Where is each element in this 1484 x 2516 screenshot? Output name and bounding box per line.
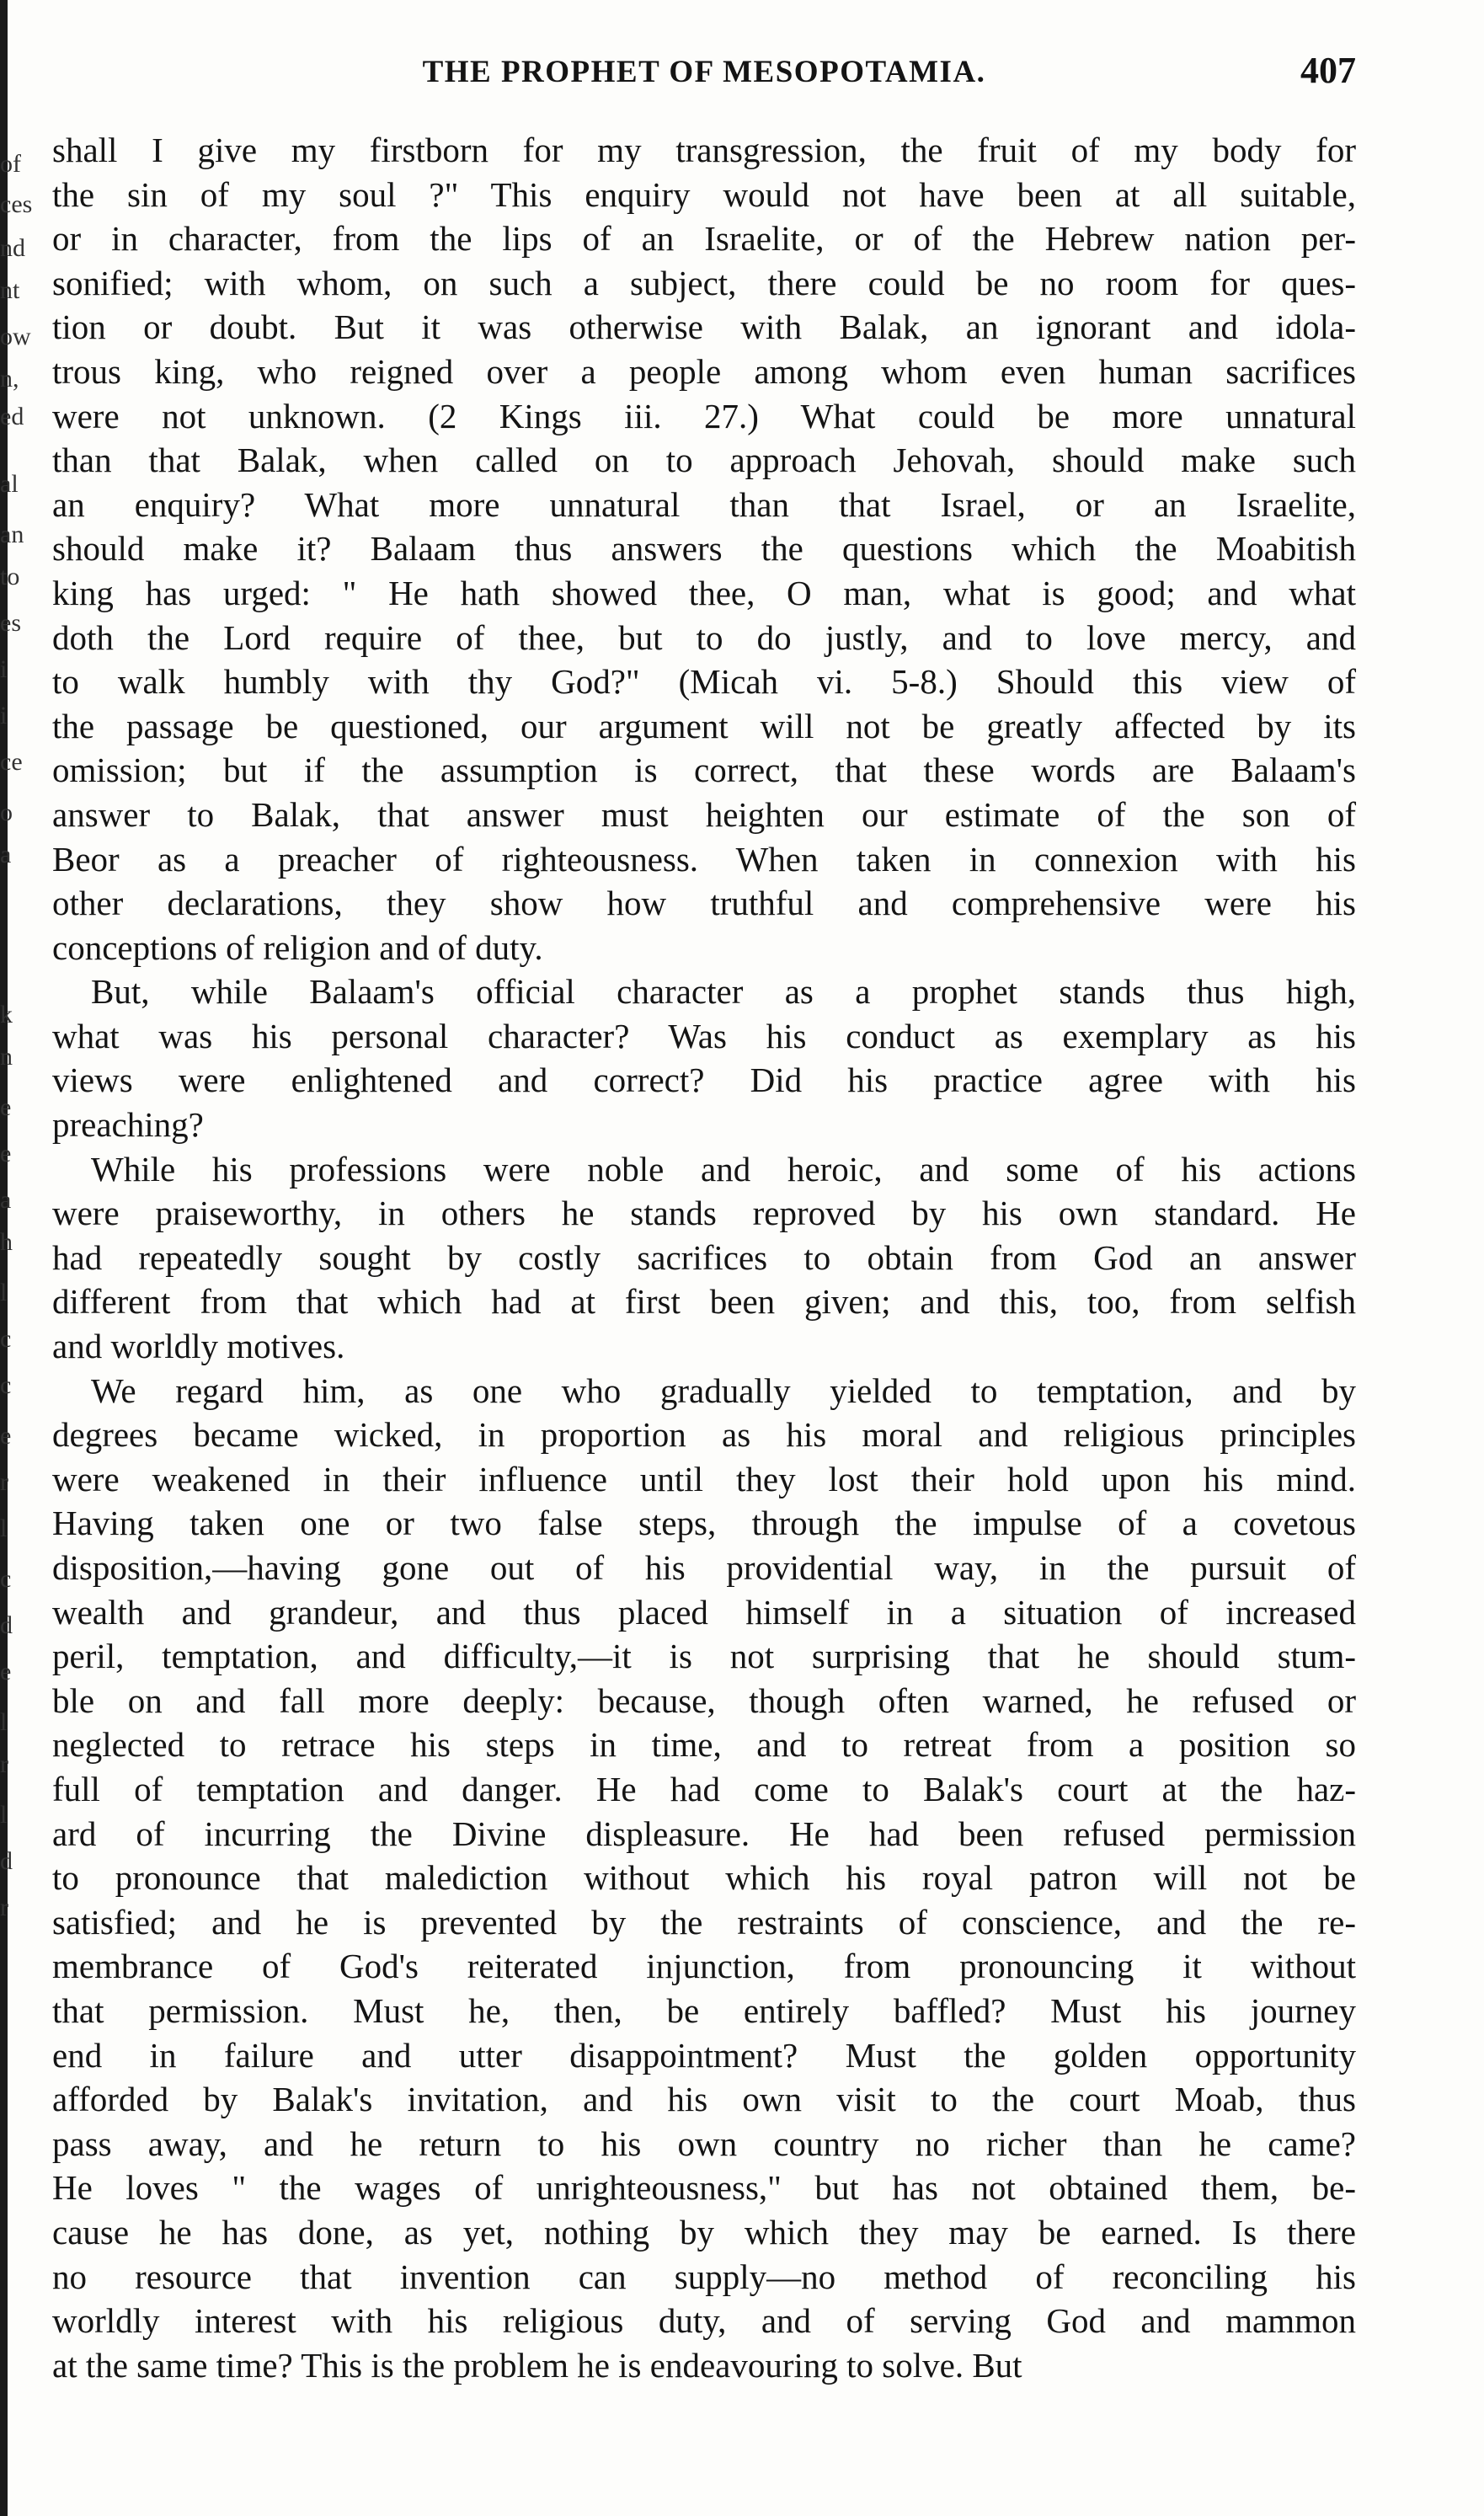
text-line: But, while Balaam's official character as a prophet stands thus high, [91,972,1356,1012]
text-line: degrees became wicked, in proportion as his moral and religious principles [52,1415,1356,1455]
text-line: satisfied; and he is prevented by the restraints of conscience, and the re- [52,1902,1356,1942]
margin-fragment: n [0,1043,13,1071]
text-line: views were enlightened and correct? Did his practice agree with his [52,1060,1356,1100]
text-line: to walk humbly with thy God?" (Micah vi. 5-8.) Should this view of [52,662,1356,702]
text-line: Having taken one or two false steps, through the impulse of a covetous [52,1504,1356,1543]
text-line: pass away, and he return to his own country no richer than he came? [52,2123,1356,2163]
margin-fragment: d [0,1847,13,1875]
text-line: full of temptation and danger. He had come to Balak's court at the haz- [52,1769,1356,1808]
text-line: and worldly motives. [52,1327,345,1366]
margin-fragment: e [0,1422,12,1450]
margin-fragment: r [0,1894,8,1921]
margin-fragment: l [0,1279,8,1306]
text-line: wealth and grandeur, and thus placed himself in a situation of increased [52,1592,1356,1632]
margin-fragment: c [0,1371,12,1399]
text-line: should make it? Balaam thus answers the questions which the Moabitish [52,529,1356,569]
running-title: THE PROPHET OF MESOPOTAMIA. [422,55,986,89]
margin-fragment: d [0,1611,13,1639]
text-line: trous king, who reigned over a people among whom even human sacrifices [52,351,1356,391]
text-line: preaching? [52,1105,204,1145]
page-number: 407 [1300,50,1356,91]
margin-fragment: ces [0,190,33,218]
text-line: ard of incurring the Divine displeasure. He had been refused permission [52,1814,1356,1853]
text-line: tion or doubt. But it was otherwise with Balak, an ignorant and idola- [52,307,1356,347]
text-line: an enquiry? What more unnatural than that Israel, or an Israelite, [52,484,1356,524]
text-line: different from that which had at first been given; and this, too, from selfish [52,1282,1356,1322]
margin-fragment: c [0,1325,12,1353]
text-line: sonified; with whom, on such a subject, there could be no room for ques- [52,263,1356,302]
margin-fragment: e [0,1093,12,1121]
text-line: king has urged: " He hath showed thee, O man, what is good; and what [52,573,1356,612]
text-line: that permission. Must he, then, be entirely baffled? Must his journey [52,1990,1356,2030]
text-line: or in character, from the lips of an Israelite, or of the Hebrew nation per- [52,219,1356,259]
margin-fragment: an [0,521,24,548]
running-head [52,49,1356,99]
text-line: end in failure and utter disappointment? Must the golden opportunity [52,2035,1356,2075]
margin-fragment: nd [0,234,25,262]
text-line: shall I give my firstborn for my transgression, the fruit of my body for [52,131,1356,169]
margin-fragment: nt [0,276,20,304]
margin-fragment: k [0,1001,13,1028]
margin-fragment: n, [0,365,19,393]
text-line: membrance of God's reiterated injunction, from pronouncing it without [52,1947,1356,1986]
text-line: omission; but if the assumption is correct, that these words are Balaam's [52,751,1356,790]
margin-fragment: ow [0,323,31,350]
margin-fragment: i [0,702,8,729]
text-line: were weakened in their influence until they lost their hold upon his mind. [52,1459,1356,1498]
margin-fragment: i [0,655,8,683]
margin-fragment: a [0,841,12,868]
text-line: were not unknown. (2 Kings iii. 27.) What could be more unnatural [52,396,1356,435]
text-line: the sin of my soul ?" This enquiry would not have been at all suitable, [52,174,1356,214]
text-line: worldly interest with his religious duty, and of serving God and mammon [52,2301,1356,2341]
margin-fragment: l [0,1708,8,1736]
margin-fragment: c [0,1565,12,1593]
margin-fragment: to [0,563,20,590]
text-line: afforded by Balak's invitation, and his own visit to the court Moab, thus [52,2080,1356,2119]
text-line: neglected to retrace his steps in time, and to retreat from a position so [52,1725,1356,1765]
text-line: other declarations, they show how truthful and comprehensive were his [52,884,1356,923]
margin-fragment: r [0,1750,8,1778]
margin-fragment: a [0,1186,12,1214]
margin-fragment: h [0,1228,13,1256]
text-line: than that Balak, when called on to approach Jehovah, should make such [52,441,1356,480]
margin-fragment: e [0,1140,12,1167]
body-text [52,128,1356,2387]
text-line: doth the Lord require of thee, but to do justly, and to love mercy, and [52,617,1356,657]
margin-fragment: e [0,1658,12,1685]
text-line: He loves " the wages of unrighteousness," but has not obtained them, be- [52,2168,1356,2208]
text-line: ble on and fall more deeply: because, though often warned, he refused or [52,1680,1356,1720]
margin-fragment: l [0,1514,8,1542]
text-line: answer to Balak, that answer must heighten our estimate of the son of [52,794,1356,834]
text-line: disposition,—having gone out of his providential way, in the pursuit of [52,1548,1356,1587]
paragraph [52,970,1356,1146]
text-line: Beor as a preacher of righteousness. When taken in connexion with his [52,839,1356,879]
text-line: no resource that invention can supply—no method of reconciling his [52,2257,1356,2296]
text-line: at the same time? This is the problem he is endeavouring to solve. But [52,2345,1022,2385]
margin-fragment: al [0,470,19,498]
text-line: cause he has done, as yet, nothing by which they may be earned. Is there [52,2212,1356,2252]
paragraph [52,1369,1356,2388]
text-line: were praiseworthy, in others he stands reproved by his own standard. He [52,1194,1356,1233]
text-line: what was his personal character? Was his conduct as exemplary as his [52,1016,1356,1055]
text-line: the passage be questioned, our argument will not be greatly affected by its [52,706,1356,745]
margin-fragment: of [0,150,21,178]
margin-fragment: es [0,609,21,637]
margin-fragment: ed [0,403,24,430]
paragraph [52,128,1356,970]
text-line: had repeatedly sought by costly sacrifices to obtain from God an answer [52,1237,1356,1277]
text-line: We regard him, as one who gradually yielded to temptation, and by [91,1370,1356,1410]
margin-fragment: ce [0,748,23,776]
text-line: conceptions of religion and of duty. [52,927,543,967]
text-line: While his professions were noble and heroic, and some of his actions [91,1149,1356,1189]
margin-fragment: l [0,1801,8,1829]
text-line: to pronounce that malediction without which his royal patron will not be [52,1858,1356,1898]
paragraph [52,1147,1356,1369]
margin-fragment: o [0,799,13,826]
text-line: peril, temptation, and difficulty,—it is not surprising that he should stum- [52,1637,1356,1676]
margin-fragment: r [0,1468,8,1496]
